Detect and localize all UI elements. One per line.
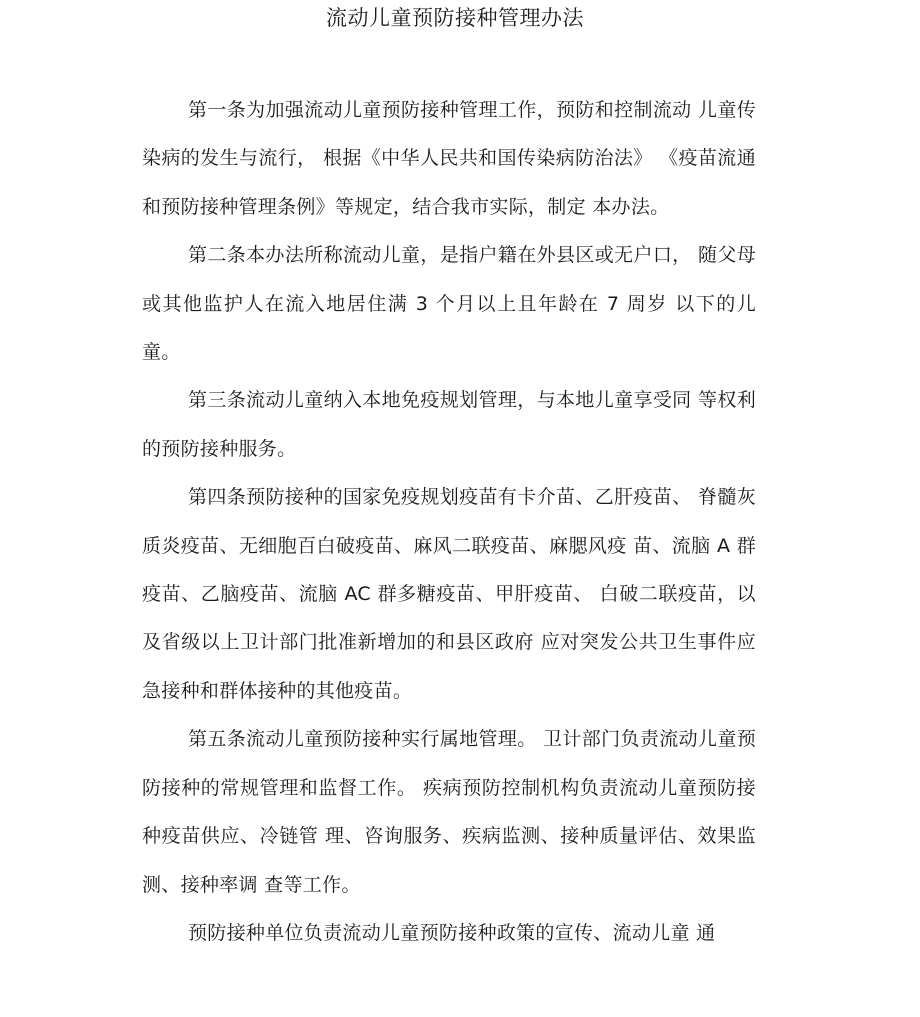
paragraph-article-3: 第三条流动儿童纳入本地免疫规划管理，与本地儿童享受同 等权利的预防接种服务。 (142, 389, 756, 460)
paragraph-article-4: 第四条预防接种的国家免疫规划疫苗有卡介苗、乙肝疫苗、 脊髓灰质炎疫苗、无细胞百白破疫苗、麻风二联疫苗、麻腮风疫 苗、流脑 A 群疫苗、乙脑疫苗、流脑 AC 群多糖疫苗、甲肝疫苗、 白破二联疫苗，以及省级以上卫计部门批准新增加的和县区政府 应对突发公共卫生事件应急接种和群体接种的其他疫苗。 (142, 486, 756, 702)
paragraph-article-1: 第一条为加强流动儿童预防接种管理工作，预防和控制流动 儿童传染病的发生与流行， 根据《中华人民共和国传染病防治法》 《疫苗流通和预防接种管理条例》等规定，结合我市实际，制定 本办法。 (142, 99, 756, 218)
document-title: 流动儿童预防接种管理办法 (326, 6, 584, 30)
document-body (142, 86, 756, 957)
paragraph-article-5-continued: 预防接种单位负责流动儿童预防接种政策的宣传、流动儿童 通 (188, 921, 716, 944)
paragraph-article-5: 第五条流动儿童预防接种实行属地管理。 卫计部门负责流动儿童预防接种的常规管理和监督工作。 疾病预防控制机构负责流动儿童预防接种疫苗供应、冷链管 理、咨询服务、疾病监测、接种质量评估、效果监测、接种率调 查等工作。 (142, 728, 756, 896)
paragraph-article-2: 第二条本办法所称流动儿童，是指户籍在外县区或无户口， 随父母或其他监护人在流入地居住满 3 个月以上且年龄在 7 周岁 以下的儿童。 (142, 244, 756, 364)
